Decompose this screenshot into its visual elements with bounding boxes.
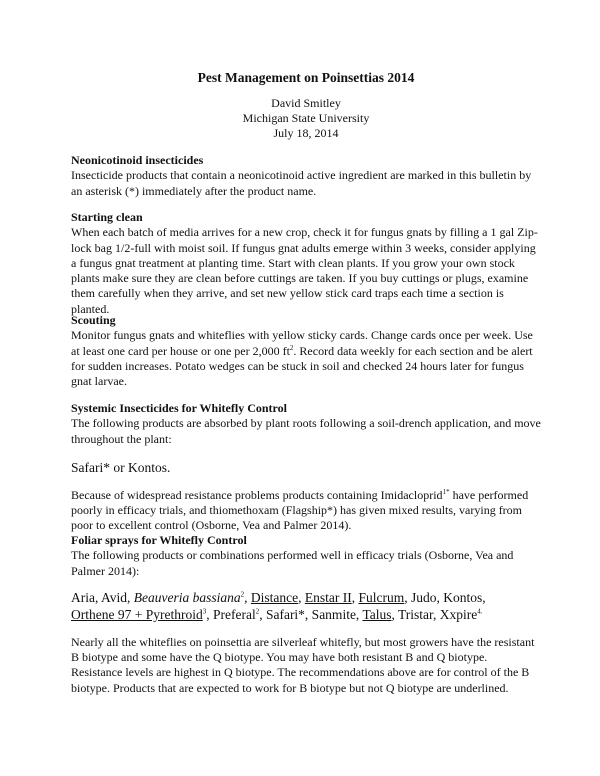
author: David Smitley	[271, 96, 341, 110]
section-heading: Systemic Insecticides for Whitefly Control	[71, 401, 287, 415]
section-heading: Foliar sprays for Whitefly Control	[71, 533, 247, 547]
date: July 18, 2014	[273, 126, 339, 140]
section-starting-clean	[71, 210, 541, 317]
section-scouting	[71, 313, 541, 389]
systemic-note: Because of widespread resistance problems products containing Imidacloprid$^{1*}$ have performed poorly in efficacy trials, and thiomethoxam (Flagship*) has given mixed results, varying from poor to excellent control (Osborne, Vea and Palmer 2014).	[71, 487, 529, 533]
section-heading: Neonicotinoid insecticides	[71, 153, 204, 167]
foliar-closing: Nearly all the whiteflies on poinsettia are silverleaf whitefly, but most growers have the resistant B biotype and some have the Q biotype. You may have both resistant B and Q biotype. Resistance levels are highest in Q biotype. The recommendations above are for control of the B biotype. Products that are expected to work for B biotype but not Q biotype are underlined.	[71, 634, 535, 695]
section-body: Monitor fungus gnats and whiteflies with yellow sticky cards. Change cards once per week. Use at least one card per house or one per 2,000 $ft^2$. Record data weekly for each section and be alert for sudden increases. Potato wedges can be stuck in soil and checked 24 hours later for fungus gnat larvae.	[71, 328, 533, 389]
section-systemic	[71, 401, 541, 534]
section-heading: Scouting	[71, 313, 116, 327]
foliar-products: Aria, Avid, Beauveria bassiana$^2$, Distance, Enstar II, Fulcrum, Judo, Kontos, Orthene 97 + Pyrethroid$^3$, Preferal$^2$, Safari*, Sanmite, Talus, Tristar, Xxpire$^{4.}$	[71, 589, 486, 622]
systemic-products: Safari* or Kontos.	[71, 459, 171, 475]
section-intro: The following products are absorbed by plant roots following a soil-drench application, and move throughout the plant:	[71, 416, 541, 446]
section-body: When each batch of media arrives for a new crop, check it for fungus gnats by filling a 1 gal Zip-lock bag 1/2-full with moist soil. If fungus gnat adults emerge within 3 weeks, consider applying a fungus gnat treatment at planting time. Start with clean plants. If you grow your own stock plants make sure they are clean before cuttings are taken. If you buy cuttings or plugs, examine them carefully when they arrive, and set new yellow stick card traps each time a section is planted.	[71, 225, 538, 316]
section-neonicotinoid	[71, 153, 541, 199]
section-foliar	[71, 533, 541, 696]
section-heading: Starting clean	[71, 210, 143, 224]
byline	[71, 96, 541, 141]
section-intro: The following products or combinations performed well in efficacy trials (Osborne, Vea and Palmer 2014):	[71, 548, 514, 578]
page-title: Pest Management on Poinsettias 2014	[197, 70, 415, 85]
section-body: Insecticide products that contain a neonicotinoid active ingredient are marked in this bulletin by an asterisk (*) immediately after the product name.	[71, 168, 532, 198]
institution: Michigan State University	[242, 111, 370, 125]
